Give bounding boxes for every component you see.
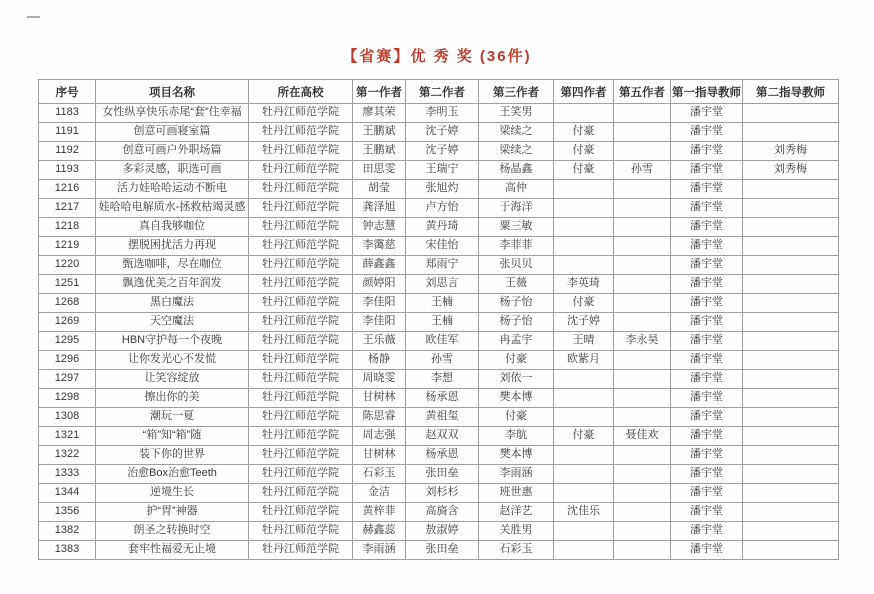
table-cell: 杨子怡 (479, 313, 554, 332)
table-cell: 装下你的世界 (96, 446, 249, 465)
table-cell: 潘宇堂 (671, 294, 743, 313)
table-cell (614, 180, 671, 199)
table-cell (554, 104, 614, 123)
serial-number-cell: 1356 (39, 503, 96, 522)
table-cell (614, 541, 671, 560)
table-cell: 石彩玉 (479, 541, 554, 560)
table-cell (743, 123, 839, 142)
table-cell (614, 142, 671, 161)
table-cell: 付豪 (554, 142, 614, 161)
table-cell: 王乐薇 (353, 332, 406, 351)
page-title: 【省赛】优 秀 奖 (36件) (342, 48, 532, 65)
serial-number-cell: 1298 (39, 389, 96, 408)
table-cell (614, 503, 671, 522)
table-cell (614, 370, 671, 389)
table-cell (743, 522, 839, 541)
table-row (39, 389, 839, 408)
table-cell: 班世惠 (479, 484, 554, 503)
table-row (39, 180, 839, 199)
table-cell (554, 256, 614, 275)
table-cell: 飘逸优美之百年润发 (96, 275, 249, 294)
table-cell: 潘宇堂 (671, 199, 743, 218)
table-cell (554, 408, 614, 427)
table-row (39, 313, 839, 332)
table-cell: 沈子婷 (406, 123, 479, 142)
table-cell (743, 465, 839, 484)
table-cell: 李永昊 (614, 332, 671, 351)
award-table (38, 79, 839, 560)
table-cell: 刘杉杉 (406, 484, 479, 503)
table-cell: 梁续之 (479, 142, 554, 161)
table-cell: 黄祖玺 (406, 408, 479, 427)
table-cell (743, 351, 839, 370)
stray-dash-mark (27, 16, 40, 18)
table-cell: 李英琦 (554, 275, 614, 294)
table-cell: 王鹏斌 (353, 142, 406, 161)
table-cell (743, 199, 839, 218)
table-cell: 于海洋 (479, 199, 554, 218)
table-row (39, 370, 839, 389)
table-cell: 李佳阳 (353, 313, 406, 332)
serial-number-cell: 1295 (39, 332, 96, 351)
table-cell: 潘宇堂 (671, 161, 743, 180)
serial-number-cell: 1218 (39, 218, 96, 237)
column-header: 第三作者 (479, 80, 554, 104)
table-cell: 付豪 (479, 408, 554, 427)
table-cell: 廖其荣 (353, 104, 406, 123)
table-cell: 王薇 (479, 275, 554, 294)
table-cell: 冉孟宇 (479, 332, 554, 351)
table-row (39, 199, 839, 218)
table-cell: 陈思睿 (353, 408, 406, 427)
table-cell: 赵双双 (406, 427, 479, 446)
table-row (39, 142, 839, 161)
table-cell: 护“胃”神器 (96, 503, 249, 522)
table-cell: 牡丹江师范学院 (249, 408, 353, 427)
table-cell: 潘宇堂 (671, 446, 743, 465)
table-cell (614, 275, 671, 294)
serial-number-cell: 1382 (39, 522, 96, 541)
serial-number-cell: 1217 (39, 199, 96, 218)
column-header: 第二指导教师 (743, 80, 839, 104)
table-cell: 李航 (479, 427, 554, 446)
table-cell: 多彩灵感，职选可画 (96, 161, 249, 180)
table-cell (554, 446, 614, 465)
table-cell: 牡丹江师范学院 (249, 465, 353, 484)
serial-number-cell: 1321 (39, 427, 96, 446)
column-header: 第二作者 (406, 80, 479, 104)
table-cell: 黄梓菲 (353, 503, 406, 522)
table-cell: 潘宇堂 (671, 142, 743, 161)
table-cell: 赵洋艺 (479, 503, 554, 522)
table-cell (743, 408, 839, 427)
table-cell: 石彩玉 (353, 465, 406, 484)
table-cell: 李菲菲 (479, 237, 554, 256)
table-cell (614, 446, 671, 465)
table-cell: 牡丹江师范学院 (249, 446, 353, 465)
table-row (39, 484, 839, 503)
table-cell: 樊本博 (479, 389, 554, 408)
table-cell: 潘宇堂 (671, 503, 743, 522)
table-cell: 摆脱困扰活力再现 (96, 237, 249, 256)
serial-number-cell: 1216 (39, 180, 96, 199)
table-cell: 潘宇堂 (671, 104, 743, 123)
table-cell: 孙雪 (406, 351, 479, 370)
table-cell: 周晓雯 (353, 370, 406, 389)
table-cell: 潘宇堂 (671, 256, 743, 275)
table-cell (743, 180, 839, 199)
table-cell: 潘宇堂 (671, 465, 743, 484)
serial-number-cell: 1251 (39, 275, 96, 294)
table-header-row (39, 80, 839, 104)
table-cell: 治愈Box治愈Teeth (96, 465, 249, 484)
table-row (39, 503, 839, 522)
table-row (39, 218, 839, 237)
table-cell: 牡丹江师范学院 (249, 256, 353, 275)
table-cell: “箱”知“箱”随 (96, 427, 249, 446)
table-row (39, 123, 839, 142)
table-cell (554, 237, 614, 256)
table-cell: 刘依一 (479, 370, 554, 389)
table-cell: 王楠 (406, 294, 479, 313)
table-cell: 潘宇堂 (671, 351, 743, 370)
table-cell: 杨晶鑫 (479, 161, 554, 180)
serial-number-cell: 1192 (39, 142, 96, 161)
table-cell: 颜婷阳 (353, 275, 406, 294)
table-cell (554, 180, 614, 199)
table-cell (614, 199, 671, 218)
table-cell: 杨静 (353, 351, 406, 370)
table-cell: 潘宇堂 (671, 218, 743, 237)
table-cell: 甄选咖啡，尽在咖位 (96, 256, 249, 275)
table-cell: 让笑容绽放 (96, 370, 249, 389)
table-cell: 孙雪 (614, 161, 671, 180)
table-cell (554, 484, 614, 503)
table-row (39, 427, 839, 446)
table-cell: 钟志慧 (353, 218, 406, 237)
table-cell: 沈子婷 (406, 142, 479, 161)
table-cell: 付豪 (554, 123, 614, 142)
table-cell: 牡丹江师范学院 (249, 142, 353, 161)
table-cell: 欧佳军 (406, 332, 479, 351)
table-cell: 潘宇堂 (671, 408, 743, 427)
table-cell: 牡丹江师范学院 (249, 541, 353, 560)
table-cell (743, 370, 839, 389)
table-cell: 牡丹江师范学院 (249, 370, 353, 389)
table-cell: 赫鑫蕊 (353, 522, 406, 541)
table-cell: 甘树林 (353, 389, 406, 408)
column-header: 第五作者 (614, 80, 671, 104)
table-cell: 郑雨宁 (406, 256, 479, 275)
table-cell: 潘宇堂 (671, 522, 743, 541)
table-cell (743, 256, 839, 275)
table-cell (614, 294, 671, 313)
table-cell (743, 427, 839, 446)
table-cell: 套牢性福爱无止境 (96, 541, 249, 560)
serial-number-cell: 1191 (39, 123, 96, 142)
table-cell (743, 389, 839, 408)
table-cell: 粟三敏 (479, 218, 554, 237)
table-cell: 擦出你的美 (96, 389, 249, 408)
serial-number-cell: 1383 (39, 541, 96, 560)
table-cell: 创意可画户外职场篇 (96, 142, 249, 161)
table-cell: 牡丹江师范学院 (249, 351, 353, 370)
table-cell: 付豪 (479, 351, 554, 370)
table-cell: 杨承恩 (406, 446, 479, 465)
table-cell: 牡丹江师范学院 (249, 503, 353, 522)
table-cell: 敖淑婷 (406, 522, 479, 541)
table-cell: 梁续之 (479, 123, 554, 142)
table-cell: 甘树林 (353, 446, 406, 465)
table-cell (743, 104, 839, 123)
table-cell: 付豪 (554, 294, 614, 313)
table-cell (614, 256, 671, 275)
table-cell: 牡丹江师范学院 (249, 275, 353, 294)
serial-number-cell: 1183 (39, 104, 96, 123)
table-cell: 牡丹江师范学院 (249, 427, 353, 446)
table-cell (743, 541, 839, 560)
table-cell (614, 218, 671, 237)
table-cell: 卢方怡 (406, 199, 479, 218)
table-cell: 潘宇堂 (671, 237, 743, 256)
table-row (39, 275, 839, 294)
table-row (39, 465, 839, 484)
table-cell: 李雨涵 (479, 465, 554, 484)
table-cell: 李佳阳 (353, 294, 406, 313)
table-cell: 潘宇堂 (671, 389, 743, 408)
table-cell: 牡丹江师范学院 (249, 389, 353, 408)
column-header: 所在高校 (249, 80, 353, 104)
table-cell: 牡丹江师范学院 (249, 522, 353, 541)
table-row (39, 408, 839, 427)
table-cell: 欧紫月 (554, 351, 614, 370)
table-cell: 逆境生长 (96, 484, 249, 503)
table-cell: 张旭灼 (406, 180, 479, 199)
table-cell (614, 522, 671, 541)
table-cell: 牡丹江师范学院 (249, 199, 353, 218)
table-cell: 张贝贝 (479, 256, 554, 275)
table-row (39, 161, 839, 180)
table-row (39, 522, 839, 541)
table-cell: 女性纵享快乐赤尾“套”住幸福 (96, 104, 249, 123)
table-cell: 沈子婷 (554, 313, 614, 332)
serial-number-cell: 1269 (39, 313, 96, 332)
table-cell (554, 522, 614, 541)
table-cell: 活力娃哈哈运动不断电 (96, 180, 249, 199)
table-cell: 牡丹江师范学院 (249, 484, 353, 503)
table-cell (743, 313, 839, 332)
serial-number-cell: 1193 (39, 161, 96, 180)
table-row (39, 104, 839, 123)
table-cell: 潘宇堂 (671, 370, 743, 389)
table-row (39, 351, 839, 370)
table-cell: 牡丹江师范学院 (249, 180, 353, 199)
table-header (39, 80, 839, 104)
table-cell (614, 313, 671, 332)
table-cell: 天空魔法 (96, 313, 249, 332)
table-row (39, 237, 839, 256)
table-cell: 牡丹江师范学院 (249, 218, 353, 237)
table-cell (743, 218, 839, 237)
table-cell: 刘秀梅 (743, 142, 839, 161)
table-cell (614, 123, 671, 142)
table-cell: 潘宇堂 (671, 275, 743, 294)
table-cell: 杨子怡 (479, 294, 554, 313)
table-cell (743, 484, 839, 503)
table-cell: 潘宇堂 (671, 541, 743, 560)
table-cell: 高仲 (479, 180, 554, 199)
table-cell: 黑白魔法 (96, 294, 249, 313)
table-cell (614, 104, 671, 123)
table-cell: 王瑞宁 (406, 161, 479, 180)
table-cell: 牡丹江师范学院 (249, 123, 353, 142)
table-cell: 胡莹 (353, 180, 406, 199)
table-cell: 牡丹江师范学院 (249, 237, 353, 256)
table-cell (614, 408, 671, 427)
table-cell: 李雨涵 (353, 541, 406, 560)
table-cell: 真自我够咖位 (96, 218, 249, 237)
column-header: 第一指导教师 (671, 80, 743, 104)
table-cell (614, 389, 671, 408)
table-cell (614, 237, 671, 256)
table-cell: 关胜男 (479, 522, 554, 541)
table-cell (614, 351, 671, 370)
table-row (39, 541, 839, 560)
table-cell: 让你发光心不发慌 (96, 351, 249, 370)
table-cell: 牡丹江师范学院 (249, 332, 353, 351)
table-cell: 宋佳怡 (406, 237, 479, 256)
serial-number-cell: 1333 (39, 465, 96, 484)
table-cell: 王笑男 (479, 104, 554, 123)
table-cell (743, 446, 839, 465)
table-cell: 杨承恩 (406, 389, 479, 408)
table-cell: 牡丹江师范学院 (249, 104, 353, 123)
table-cell: 创意可画寝室篇 (96, 123, 249, 142)
table-cell: 李明玉 (406, 104, 479, 123)
column-header: 序号 (39, 80, 96, 104)
table-cell: 高旖含 (406, 503, 479, 522)
table-cell: 朗圣之转换时空 (96, 522, 249, 541)
table-cell: 付豪 (554, 427, 614, 446)
table-body (39, 104, 839, 560)
table-row (39, 446, 839, 465)
table-cell: 张田垒 (406, 465, 479, 484)
table-cell: HBN守护每一个夜晚 (96, 332, 249, 351)
serial-number-cell: 1297 (39, 370, 96, 389)
serial-number-cell: 1268 (39, 294, 96, 313)
table-cell: 樊本博 (479, 446, 554, 465)
table-cell (554, 541, 614, 560)
column-header: 第四作者 (554, 80, 614, 104)
table-cell (743, 332, 839, 351)
table-cell (743, 503, 839, 522)
table-cell: 潘宇堂 (671, 427, 743, 446)
table-cell: 潘宇堂 (671, 332, 743, 351)
column-header: 项目名称 (96, 80, 249, 104)
table-cell: 田思雯 (353, 161, 406, 180)
table-cell (743, 237, 839, 256)
table-cell: 刘思言 (406, 275, 479, 294)
serial-number-cell: 1219 (39, 237, 96, 256)
table-cell: 薛鑫鑫 (353, 256, 406, 275)
table-cell: 娃哈哈电解质水-拯救枯竭灵感 (96, 199, 249, 218)
table-cell (614, 465, 671, 484)
table-row (39, 332, 839, 351)
table-cell: 牡丹江师范学院 (249, 294, 353, 313)
serial-number-cell: 1296 (39, 351, 96, 370)
table-cell: 王楠 (406, 313, 479, 332)
table-cell (554, 199, 614, 218)
table-cell: 金洁 (353, 484, 406, 503)
table-cell: 李霭慈 (353, 237, 406, 256)
table-cell: 黄丹琦 (406, 218, 479, 237)
table-cell: 牡丹江师范学院 (249, 313, 353, 332)
table-cell: 聂佳欢 (614, 427, 671, 446)
table-cell: 周志强 (353, 427, 406, 446)
table-cell: 潘宇堂 (671, 484, 743, 503)
table-cell: 付豪 (554, 161, 614, 180)
table-cell (554, 465, 614, 484)
table-cell: 潘宇堂 (671, 180, 743, 199)
serial-number-cell: 1344 (39, 484, 96, 503)
table-cell (614, 484, 671, 503)
table-cell: 潮玩一夏 (96, 408, 249, 427)
table-cell: 王鹏斌 (353, 123, 406, 142)
table-cell: 李想 (406, 370, 479, 389)
table-cell: 张田垒 (406, 541, 479, 560)
table-cell (743, 294, 839, 313)
serial-number-cell: 1322 (39, 446, 96, 465)
table-cell (554, 370, 614, 389)
table-cell: 潘宇堂 (671, 123, 743, 142)
table-cell (554, 389, 614, 408)
table-cell: 龚泽旭 (353, 199, 406, 218)
table-cell: 沈佳乐 (554, 503, 614, 522)
table-cell (554, 218, 614, 237)
table-cell (743, 275, 839, 294)
serial-number-cell: 1308 (39, 408, 96, 427)
table-cell: 王晴 (554, 332, 614, 351)
serial-number-cell: 1220 (39, 256, 96, 275)
table-row (39, 256, 839, 275)
table-row (39, 294, 839, 313)
table-cell: 刘秀梅 (743, 161, 839, 180)
column-header: 第一作者 (353, 80, 406, 104)
table-cell: 潘宇堂 (671, 313, 743, 332)
table-cell: 牡丹江师范学院 (249, 161, 353, 180)
